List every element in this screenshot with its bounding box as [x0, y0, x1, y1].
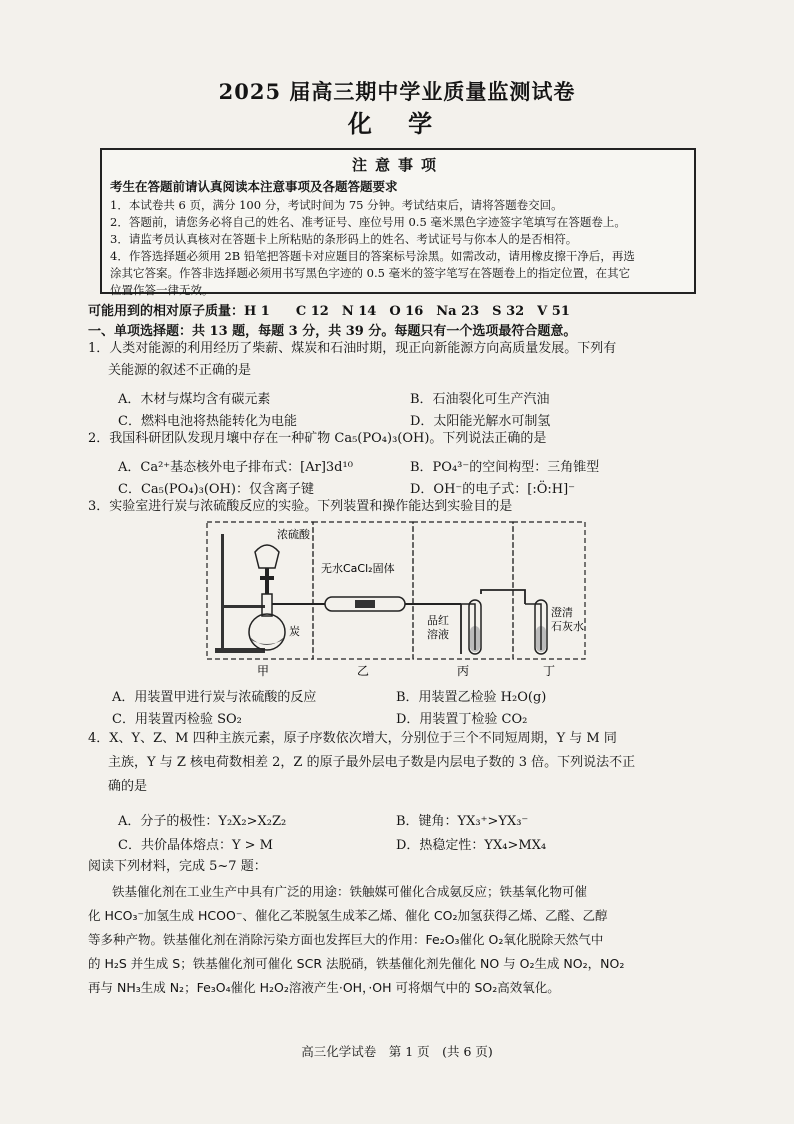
exam-title: 2025 届高三期中学业质量监测试卷 [218, 79, 576, 104]
q1-option-d: D．太阳能光解水可制氢 [410, 414, 551, 429]
q4-option-a: A．分子的极性：Y₂X₂>X₂Z₂ [118, 814, 287, 829]
notice-box [100, 148, 696, 297]
q2-stem: 2．我国科研团队发现月壤中存在一种矿物 Ca₅(PO₄)₃(OH)。下列说法正确的是 [88, 431, 547, 446]
notice-item: 4．作答选择题必须用 2B 铅笔把答题卡对应题目的答案标号涂黑。如需改动，请用橡皮擦干净后，再选 [110, 249, 635, 263]
q1-option-b: B．石油裂化可生产汽油 [410, 392, 550, 407]
label-cacl2: 无水CaCl₂固体 [321, 562, 395, 575]
label-rongye: 溶液 [427, 628, 449, 641]
q1-stem-line2: 关能源的叙述不正确的是 [108, 363, 252, 378]
q3-option-a: A．用装置甲进行炭与浓硫酸的反应 [112, 690, 317, 705]
q2-option-d: D．OH⁻的电子式：[:Ö:H]⁻ [410, 482, 576, 497]
reading-line: 等多种产物。铁基催化剂在消除污染方面也发挥巨大的作用：Fe₂O₃催化 O₂氧化脱除天然气中 [88, 932, 604, 947]
notice-subheading: 考生在答题前请认真阅读本注意事项及各题答题要求 [110, 179, 398, 194]
label-yi: 乙 [357, 664, 370, 678]
q4-stem-line2: 主族，Y 与 Z 核电荷数相差 2，Z 的原子最外层电子数是内层电子数的 3 倍。下列说法不正 [108, 755, 636, 770]
q2-option-c: C．Ca₅(PO₄)₃(OH)：仅含离子键 [118, 482, 314, 497]
q4-option-b: B．键角：YX₃⁺>YX₃⁻ [396, 814, 529, 829]
notice-item: 涂其它答案。作答非选择题必须用书写黑色字迹的 0.5 毫米的签字笔写在答题卷上的指定位置，在其它 [110, 266, 631, 280]
notice-item: 位置作答一律无效。 [110, 283, 214, 297]
reading-line: 铁基催化剂在工业生产中具有广泛的用途：铁触媒可催化合成氨反应；铁基氧化物可催 [112, 884, 588, 899]
notice-item: 3．请监考员认真核对在答题卡上所粘贴的条形码上的姓名、考试证号与你本人的是否相符。 [110, 232, 578, 246]
reading-line: 的 H₂S 并生成 S；铁基催化剂可催化 SCR 法脱硝，铁基催化剂先催化 NO 与 O₂生成 NO₂，NO₂ [88, 956, 625, 971]
section-heading: 一、单项选择题：共 13 题，每题 3 分，共 39 分。每题只有一个选项最符合题意。 [88, 324, 577, 339]
atomic-masses: 可能用到的相对原子质量：H 1 C 12 N 14 O 16 Na 23 S 32 V 51 [88, 304, 570, 319]
q4-stem-line1: 4．X、Y、Z、M 四种主族元素，原子序数依次增大，分别位于三个不同短周期，Y 与 M 同 [88, 731, 617, 746]
q4-option-c: C．共价晶体熔点：Y > M [118, 838, 273, 853]
notice-item: 2．答题前，请您务必将自己的姓名、准考证号、座位号用 0.5 毫米黑色字迹签字笔填写在答题卷上。 [110, 215, 626, 229]
q1-option-c: C．燃料电池将热能转化为电能 [118, 414, 297, 429]
label-jia: 甲 [257, 664, 270, 678]
q2-option-b: B．PO₄³⁻的空间构型：三角锥型 [410, 460, 600, 475]
reading-line: 化 HCO₃⁻加氢生成 HCOO⁻、催化乙苯脱氢生成苯乙烯、催化 CO₂加氢获得乙烯、乙醛、乙醇 [88, 908, 608, 923]
reading-line: 再与 NH₃生成 N₂；Fe₃O₄催化 H₂O₂溶液产生·OH，·OH 可将烟气中的 SO₂高效氧化。 [88, 980, 560, 995]
label-chengqing: 澄清 [551, 606, 573, 619]
subject-title: 化 学 [347, 109, 447, 138]
reading-intro: 阅读下列材料，完成 5~7 题： [88, 859, 267, 874]
q1-option-a: A．木材与煤均含有碳元素 [118, 392, 271, 407]
notice-item: 1．本试卷共 6 页，满分 100 分，考试时间为 75 分钟。考试结束后，请将答题卷交回。 [110, 198, 563, 212]
label-bing: 丙 [457, 664, 470, 678]
q3-option-c: C．用装置丙检验 SO₂ [112, 712, 242, 727]
page-footer: 高三化学试卷 第 1 页 (共 6 页) [301, 1044, 493, 1059]
q2-option-a: A．Ca²⁺基态核外电子排布式：[Ar]3d¹⁰ [118, 460, 353, 475]
q3-stem: 3．实验室进行炭与浓硫酸反应的实验。下列装置和操作能达到实验目的是 [88, 499, 513, 514]
label-pinhong: 品红 [427, 614, 449, 627]
q3-option-b: B．用装置乙检验 H₂O(g) [396, 690, 547, 705]
q1-stem-line1: 1．人类对能源的利用经历了柴薪、煤炭和石油时期，现正向新能源方向高质量发展。下列有 [88, 341, 617, 356]
notice-heading: 注意事项 [351, 156, 444, 174]
q4-option-d: D．热稳定性：YX₄>MX₄ [396, 838, 547, 853]
label-carbon: 炭 [289, 625, 300, 638]
label-shihui: 石灰水 [551, 620, 584, 633]
label-acid: 浓硫酸 [277, 528, 310, 541]
label-ding: 丁 [543, 664, 556, 678]
q3-option-d: D．用装置丁检验 CO₂ [396, 712, 528, 727]
q4-stem-line3: 确的是 [108, 779, 148, 794]
q3-apparatus-diagram [205, 520, 587, 680]
